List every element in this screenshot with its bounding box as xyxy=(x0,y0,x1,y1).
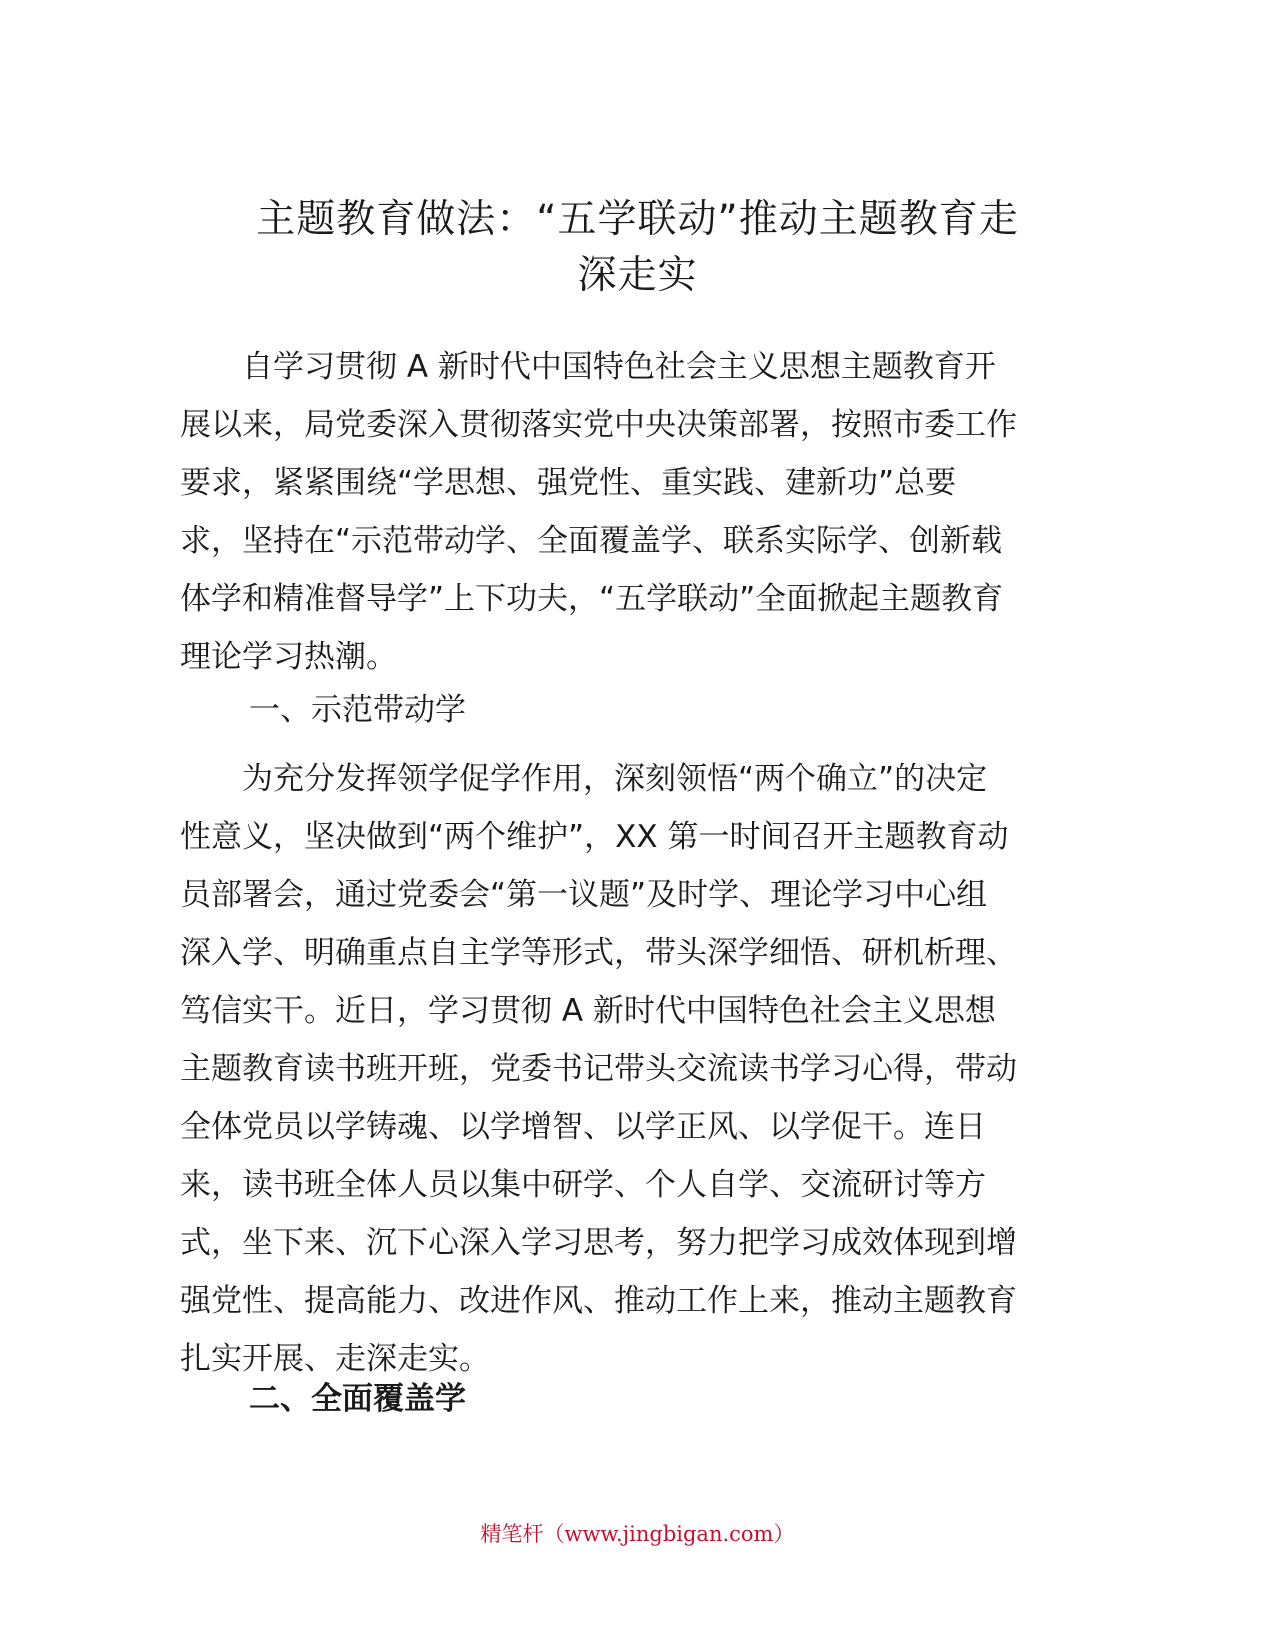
text-line: 性意义，坚决做到“两个维护”，XX 第一时间召开主题教育动 xyxy=(180,819,1009,855)
section-heading: 一、示范带动学 xyxy=(249,692,466,728)
intro-paragraph xyxy=(180,338,1080,686)
title-line: 主题教育做法：“五学联动”推动主题教育走 xyxy=(256,197,1019,242)
text-line: 全体党员以学铸魂、以学增智、以学正风、以学促干。连日 xyxy=(180,1109,986,1145)
text-line: 体学和精准督导学”上下功夫，“五学联动”全面掀起主题教育 xyxy=(180,581,1004,617)
section-paragraph xyxy=(180,750,1080,1388)
text-line: 展以来，局党委深入贯彻落实党中央决策部署，按照市委工作 xyxy=(180,407,1017,443)
text-line: 为充分发挥领学促学作用，深刻领悟“两个确立”的决定 xyxy=(180,761,988,797)
text-line: 强党性、提高能力、改进作风、推动工作上来，推动主题教育 xyxy=(180,1283,1017,1319)
text-line: 理论学习热潮。 xyxy=(180,639,397,675)
text-line: 笃信实干。近日，学习贯彻 A 新时代中国特色社会主义思想 xyxy=(180,993,996,1029)
text-line: 来，读书班全体人员以集中研学、个人自学、交流研讨等方 xyxy=(180,1167,986,1203)
text-line: 式，坐下来、沉下心深入学习思考，努力把学习成效体现到增 xyxy=(180,1225,1017,1261)
text-line: 自学习贯彻 A 新时代中国特色社会主义思想主题教育开 xyxy=(180,349,996,385)
footer-watermark: 精笔杆（www.jingbigan.com） xyxy=(480,1522,795,1546)
text-line: 员部署会，通过党委会“第一议题”及时学、理论学习中心组 xyxy=(180,877,988,913)
section-heading: 二、全面覆盖学 xyxy=(249,1381,466,1417)
text-line: 求，坚持在“示范带动学、全面覆盖学、联系实际学、创新载 xyxy=(180,523,1003,559)
text-line: 主题教育读书班开班，党委书记带头交流读书学习心得，带动 xyxy=(180,1051,1017,1087)
text-line: 要求，紧紧围绕“学思想、强党性、重实践、建新功”总要 xyxy=(180,465,957,501)
text-line: 扎实开展、走深走实。 xyxy=(180,1341,490,1377)
text-line: 深入学、明确重点自主学等形式，带头深学细悟、研机析理、 xyxy=(180,935,1017,971)
document-title xyxy=(180,192,1095,304)
title-line: 深走实 xyxy=(577,253,698,298)
